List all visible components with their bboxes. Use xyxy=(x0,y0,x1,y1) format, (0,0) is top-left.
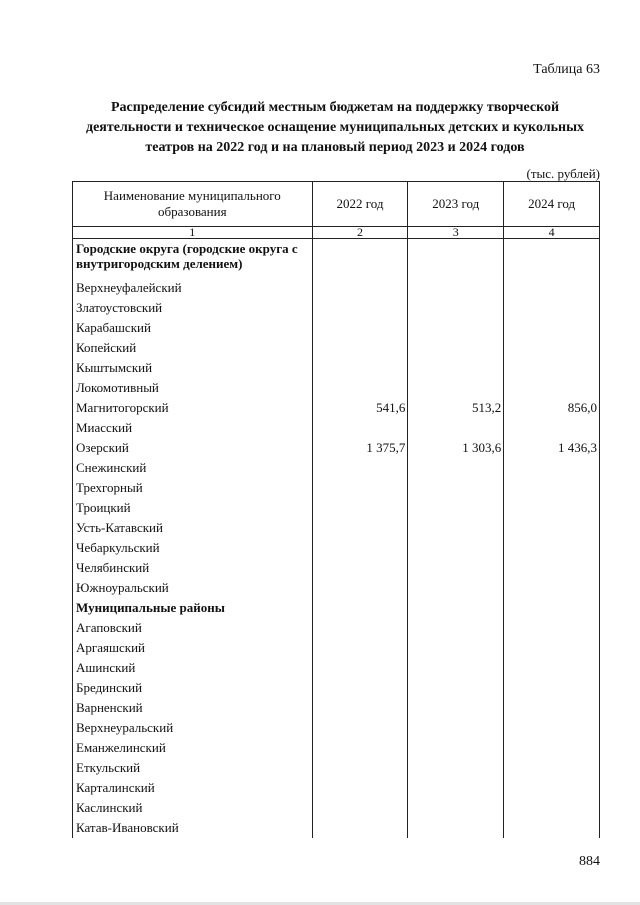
municipality-name: Аргаяшский xyxy=(73,638,313,658)
value-2023 xyxy=(408,518,504,538)
value-2023 xyxy=(408,658,504,678)
table-row xyxy=(73,738,600,758)
table-row xyxy=(73,578,600,598)
table-row xyxy=(73,398,600,418)
value-2023 xyxy=(408,818,504,838)
empty-cell xyxy=(408,598,504,618)
municipality-name: Верхнеуральский xyxy=(73,718,313,738)
value-2023 xyxy=(408,698,504,718)
column-number: 2 xyxy=(312,227,408,239)
municipality-name: Чебаркульский xyxy=(73,538,313,558)
municipality-name: Локомотивный xyxy=(73,378,313,398)
value-2024 xyxy=(504,298,600,318)
municipality-name: Каслинский xyxy=(73,798,313,818)
value-2022 xyxy=(312,718,408,738)
municipality-name: Верхнеуфалейский xyxy=(73,278,313,298)
value-2024 xyxy=(504,458,600,478)
header-2024: 2024 год xyxy=(504,182,600,227)
value-2024 xyxy=(504,698,600,718)
value-2022 xyxy=(312,418,408,438)
value-2022 xyxy=(312,618,408,638)
table-row xyxy=(73,318,600,338)
value-2022 xyxy=(312,758,408,778)
municipality-name: Снежинский xyxy=(73,458,313,478)
value-2024 xyxy=(504,498,600,518)
title-line: театров на 2022 год и на плановый период 2023 и 2024 годов xyxy=(145,140,525,155)
municipality-name: Озерский xyxy=(73,438,313,458)
value-2024 xyxy=(504,678,600,698)
value-2022 xyxy=(312,698,408,718)
municipality-name: Миасский xyxy=(73,418,313,438)
value-2023 xyxy=(408,338,504,358)
value-2022 xyxy=(312,578,408,598)
header-2023: 2023 год xyxy=(408,182,504,227)
table-row xyxy=(73,358,600,378)
table-row xyxy=(73,378,600,398)
table-row xyxy=(73,618,600,638)
table-row xyxy=(73,678,600,698)
table-row xyxy=(73,798,600,818)
table-row xyxy=(73,478,600,498)
empty-cell xyxy=(504,239,600,279)
value-2024 xyxy=(504,478,600,498)
group-label: Муниципальные районы xyxy=(73,598,313,618)
value-2023 xyxy=(408,538,504,558)
municipality-name: Южноуральский xyxy=(73,578,313,598)
header-name: Наименование муниципального образования xyxy=(73,182,313,227)
municipality-name: Карабашский xyxy=(73,318,313,338)
value-2023 xyxy=(408,318,504,338)
municipality-name: Челябинский xyxy=(73,558,313,578)
value-2024 xyxy=(504,418,600,438)
table-row xyxy=(73,418,600,438)
municipality-name: Трехгорный xyxy=(73,478,313,498)
table-row xyxy=(73,778,600,798)
value-2024 xyxy=(504,778,600,798)
value-2024 xyxy=(504,798,600,818)
municipality-name: Брединский xyxy=(73,678,313,698)
value-2024 xyxy=(504,518,600,538)
column-number: 1 xyxy=(73,227,313,239)
value-2023 xyxy=(408,758,504,778)
value-2023 xyxy=(408,718,504,738)
value-2023 xyxy=(408,458,504,478)
value-2022: 1 375,7 xyxy=(312,438,408,458)
value-2024 xyxy=(504,378,600,398)
table-row xyxy=(73,658,600,678)
value-2023 xyxy=(408,558,504,578)
value-2024 xyxy=(504,358,600,378)
header-2022: 2022 год xyxy=(312,182,408,227)
value-2022 xyxy=(312,358,408,378)
value-2024 xyxy=(504,538,600,558)
document-title xyxy=(70,98,600,158)
column-number: 3 xyxy=(408,227,504,239)
empty-cell xyxy=(312,598,408,618)
column-number-row xyxy=(73,227,600,239)
municipality-name: Варненский xyxy=(73,698,313,718)
table-row xyxy=(73,758,600,778)
group-row xyxy=(73,598,600,618)
municipality-name: Агаповский xyxy=(73,618,313,638)
subsidy-table xyxy=(72,181,600,838)
table-row xyxy=(73,698,600,718)
value-2023: 513,2 xyxy=(408,398,504,418)
municipality-name: Еткульский xyxy=(73,758,313,778)
value-2022 xyxy=(312,738,408,758)
value-2023 xyxy=(408,478,504,498)
value-2023 xyxy=(408,418,504,438)
value-2022 xyxy=(312,558,408,578)
table-row xyxy=(73,278,600,298)
value-2024 xyxy=(504,618,600,638)
municipality-name: Усть-Катавский xyxy=(73,518,313,538)
column-number: 4 xyxy=(504,227,600,239)
value-2022 xyxy=(312,458,408,478)
value-2022 xyxy=(312,338,408,358)
municipality-name: Троицкий xyxy=(73,498,313,518)
value-2023 xyxy=(408,278,504,298)
value-2022 xyxy=(312,638,408,658)
municipality-name: Еманжелинский xyxy=(73,738,313,758)
value-2022 xyxy=(312,318,408,338)
header-row xyxy=(73,182,600,227)
value-2023 xyxy=(408,298,504,318)
table-row xyxy=(73,338,600,358)
value-2024 xyxy=(504,318,600,338)
value-2023 xyxy=(408,498,504,518)
value-2022 xyxy=(312,498,408,518)
value-2024 xyxy=(504,558,600,578)
table-label: Таблица 63 xyxy=(533,62,600,77)
value-2024 xyxy=(504,818,600,838)
value-2023 xyxy=(408,578,504,598)
table-row xyxy=(73,558,600,578)
value-2022 xyxy=(312,378,408,398)
title-line: деятельности и техническое оснащение муниципальных детских и кукольных xyxy=(85,120,585,135)
value-2023 xyxy=(408,358,504,378)
value-2024: 856,0 xyxy=(504,398,600,418)
value-2024: 1 436,3 xyxy=(504,438,600,458)
value-2023 xyxy=(408,798,504,818)
table-row xyxy=(73,638,600,658)
table-row xyxy=(73,438,600,458)
municipality-name: Карталинский xyxy=(73,778,313,798)
empty-cell xyxy=(408,239,504,279)
value-2022 xyxy=(312,478,408,498)
value-2024 xyxy=(504,738,600,758)
value-2022 xyxy=(312,518,408,538)
value-2024 xyxy=(504,338,600,358)
table-body xyxy=(73,239,600,839)
value-2022 xyxy=(312,538,408,558)
table-row xyxy=(73,298,600,318)
municipality-name: Кыштымский xyxy=(73,358,313,378)
page-number: 884 xyxy=(579,854,600,869)
value-2022 xyxy=(312,298,408,318)
value-2024 xyxy=(504,658,600,678)
value-2023 xyxy=(408,678,504,698)
group-row xyxy=(73,239,600,279)
value-2024 xyxy=(504,578,600,598)
municipality-name: Магнитогорский xyxy=(73,398,313,418)
value-2023 xyxy=(408,618,504,638)
value-2024 xyxy=(504,718,600,738)
table-row xyxy=(73,818,600,838)
municipality-name: Златоустовский xyxy=(73,298,313,318)
value-2023 xyxy=(408,738,504,758)
value-2024 xyxy=(504,758,600,778)
empty-cell xyxy=(312,239,408,279)
value-2023 xyxy=(408,378,504,398)
value-2022 xyxy=(312,818,408,838)
value-2022 xyxy=(312,778,408,798)
value-2022 xyxy=(312,678,408,698)
table-row xyxy=(73,458,600,478)
title-line: Распределение субсидий местным бюджетам на поддержку творческой xyxy=(110,100,560,115)
value-2022 xyxy=(312,278,408,298)
municipality-name: Ашинский xyxy=(73,658,313,678)
value-2023: 1 303,6 xyxy=(408,438,504,458)
group-label: Городские округа (городские округа с внутригородским делением) xyxy=(73,239,313,279)
municipality-name: Копейский xyxy=(73,338,313,358)
table-row xyxy=(73,498,600,518)
value-2023 xyxy=(408,778,504,798)
value-2023 xyxy=(408,638,504,658)
table-row xyxy=(73,718,600,738)
table-row xyxy=(73,538,600,558)
value-2024 xyxy=(504,638,600,658)
municipality-name: Катав-Ивановский xyxy=(73,818,313,838)
units-note: (тыс. рублей) xyxy=(526,166,600,181)
value-2024 xyxy=(504,278,600,298)
table-row xyxy=(73,518,600,538)
value-2022 xyxy=(312,658,408,678)
value-2022: 541,6 xyxy=(312,398,408,418)
empty-cell xyxy=(504,598,600,618)
value-2022 xyxy=(312,798,408,818)
